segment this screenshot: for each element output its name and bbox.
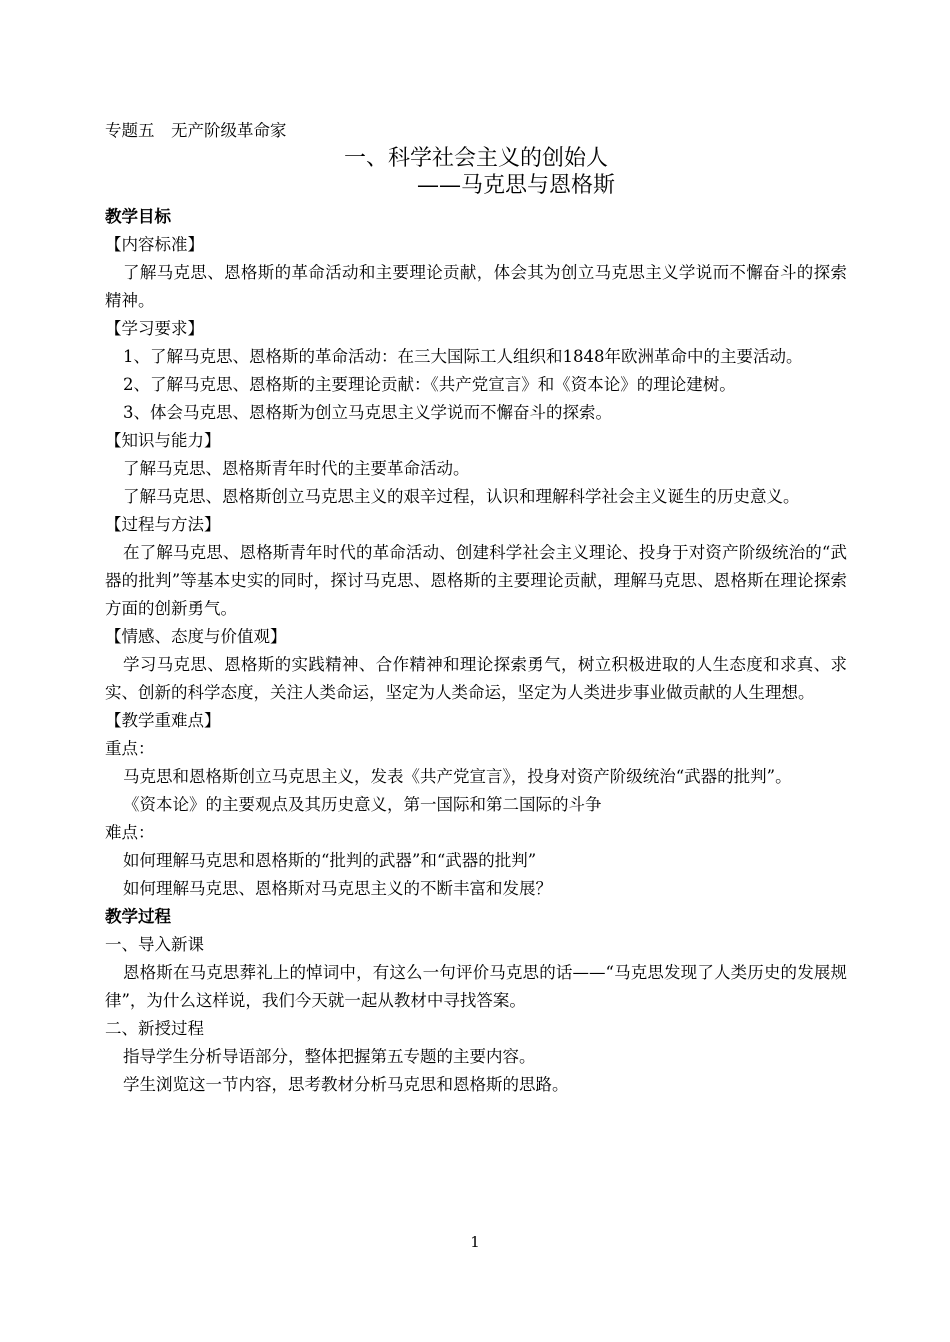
label-intro: 一、导入新课	[105, 935, 204, 954]
knowledge-ability-2: 了解马克思、恩格斯创立马克思主义的艰辛过程，认识和理解科学社会主义诞生的历史意义。	[123, 487, 800, 506]
label-difficult-points: 难点：	[105, 823, 155, 842]
emotion-values-text: 学习马克思、恩格斯的实践精神、合作精神和理论探索勇气，树立积极进取的人生态度和求真、求实、创新的科学态度，关注人类命运，坚定为人类命运，坚定为人类进步事业做贡献的人生理想。	[105, 655, 847, 702]
label-emotion-values: 【情感、态度与价值观】	[105, 627, 287, 646]
title-line-1: 一、科学社会主义的创始人	[343, 146, 608, 171]
heading-teaching-goals: 教学目标	[105, 207, 171, 226]
topic-label: 专题五 无产阶级革命家	[105, 121, 287, 140]
label-key-points: 重点：	[105, 739, 155, 758]
difficult-point-2: 如何理解马克思、恩格斯对马克思主义的不断丰富和发展？	[123, 879, 552, 898]
label-new-lesson: 二、新授过程	[105, 1019, 204, 1038]
requirement-1: 1、了解马克思、恩格斯的革命活动：在三大国际工人组织和1848年欧洲革命中的主要活动。	[123, 347, 803, 366]
process-method-text: 在了解马克思、恩格斯青年时代的革命活动、创建科学社会主义理论、投身于对资产阶级统治的“武器的批判”等基本史实的同时，探讨马克思、恩格斯的主要理论贡献，理解马克思、恩格斯在理论探索方面的创新勇气。	[105, 543, 847, 618]
label-content-standard: 【内容标准】	[105, 235, 204, 254]
label-knowledge-ability: 【知识与能力】	[105, 431, 221, 450]
document-body	[105, 117, 847, 1099]
difficult-point-1: 如何理解马克思和恩格斯的“批判的武器”和“武器的批判”	[123, 851, 537, 870]
new-lesson-2: 学生浏览这一节内容，思考教材分析马克思和恩格斯的思路。	[123, 1075, 569, 1094]
key-point-2: 《资本论》的主要观点及其历史意义，第一国际和第二国际的斗争	[123, 795, 602, 814]
page-title	[105, 145, 847, 199]
requirement-2: 2、了解马克思、恩格斯的主要理论贡献：《共产党宣言》和《资本论》的理论建树。	[123, 375, 736, 394]
knowledge-ability-1: 了解马克思、恩格斯青年时代的主要革命活动。	[123, 459, 470, 478]
intro-text: 恩格斯在马克思葬礼上的悼词中，有这么一句评价马克思的话——“马克思发现了人类历史的发展规律”，为什么这样说，我们今天就一起从教材中寻找答案。	[105, 963, 847, 1010]
label-key-difficult: 【教学重难点】	[105, 711, 221, 730]
heading-teaching-process: 教学过程	[105, 907, 171, 926]
requirement-3: 3、体会马克思、恩格斯为创立马克思主义学说而不懈奋斗的探索。	[123, 403, 612, 422]
page-number: 1	[470, 1233, 480, 1251]
key-point-1: 马克思和恩格斯创立马克思主义，发表《共产党宣言》，投身对资产阶级统治“武器的批判”。	[123, 767, 792, 786]
title-line-2: ——马克思与恩格斯	[416, 173, 615, 198]
content-standard-text: 了解马克思、恩格斯的革命活动和主要理论贡献，体会其为创立马克思主义学说而不懈奋斗的探索精神。	[105, 263, 847, 310]
label-process-method: 【过程与方法】	[105, 515, 221, 534]
label-learning-requirements: 【学习要求】	[105, 319, 204, 338]
new-lesson-1: 指导学生分析导语部分，整体把握第五专题的主要内容。	[123, 1047, 536, 1066]
